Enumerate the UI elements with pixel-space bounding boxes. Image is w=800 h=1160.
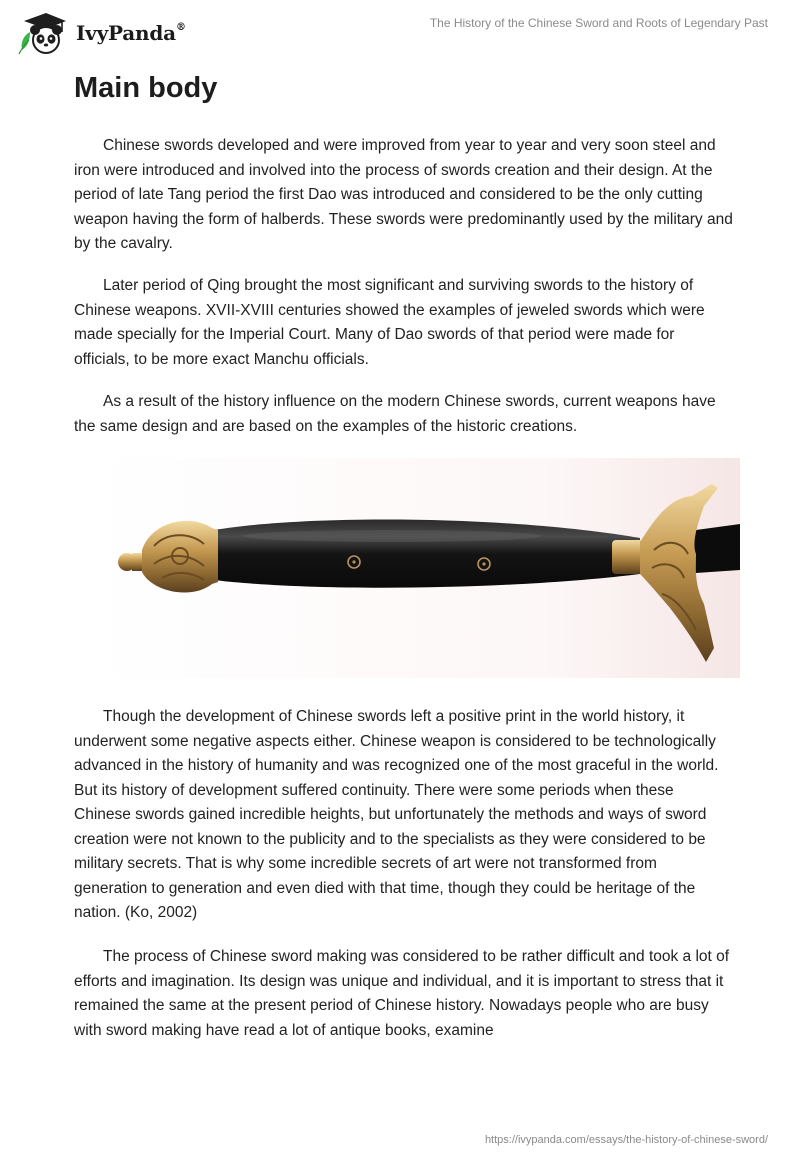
body-paragraph: Chinese swords developed and were improved from year to year and very soon steel and iron were introduced and involved into the process of swords creation and their design. At the period of late Tang period the first Dao was introduced and considered to be the only cutting weapon having the form of halberds. These swords were predominantly used by the military and by the cavalry. — [74, 137, 733, 252]
brand-logo[interactable] — [16, 10, 186, 56]
body-paragraph: The process of Chinese sword making was considered to be rather difficult and took a lot of efforts and imagination. Its design was unique and individual, and it is important to stress that it remained the same at the present period of Chinese history. Nowadays people who are busy with sword making have read a lot of antique books, examine — [74, 948, 730, 1039]
brand-name-text: IvyPanda — [76, 21, 176, 45]
sword-hilt-image — [92, 458, 740, 678]
page-header — [0, 0, 800, 70]
document-title: The History of the Chinese Sword and Roots of Legendary Past — [429, 16, 768, 30]
body-paragraph: As a result of the history influence on the modern Chinese swords, current weapons have the same design and are based on the examples of the historic creations. — [74, 393, 716, 435]
body-paragraph: Later period of Qing brought the most significant and surviving swords to the history of Chinese weapons. XVII-XVIII centuries showed the examples of jeweled swords which were made specially for the Imperial Court. Many of Dao swords of that period were made for officials, to be more exact Manchu officials. — [74, 277, 705, 368]
section-heading: Main body — [74, 72, 218, 104]
source-url-link[interactable]: https://ivypanda.com/essays/the-history-of-chinese-sword/ — [484, 1134, 768, 1146]
brand-name — [76, 21, 186, 45]
panda-logo-icon — [16, 10, 68, 56]
brand-trademark: ® — [175, 22, 186, 34]
body-paragraph: Though the development of Chinese swords left a positive print in the world history, it underwent some negative aspects either. Chinese weapon is considered to be technologically advanced in the history of humanity and was recognized one of the most graceful in the world. But its history of development suffered continuity. There were some periods when these Chinese swords gained incredible heights, but unfortunately the methods and ways of sword creation were not known to the publicity and to the specialists as they were considered to be military secrets. That is why some incredible secrets of art were not transformed from generation to generation and even died with that time, though they could be heritage of the nation. (Ko, 2002) — [74, 708, 719, 921]
